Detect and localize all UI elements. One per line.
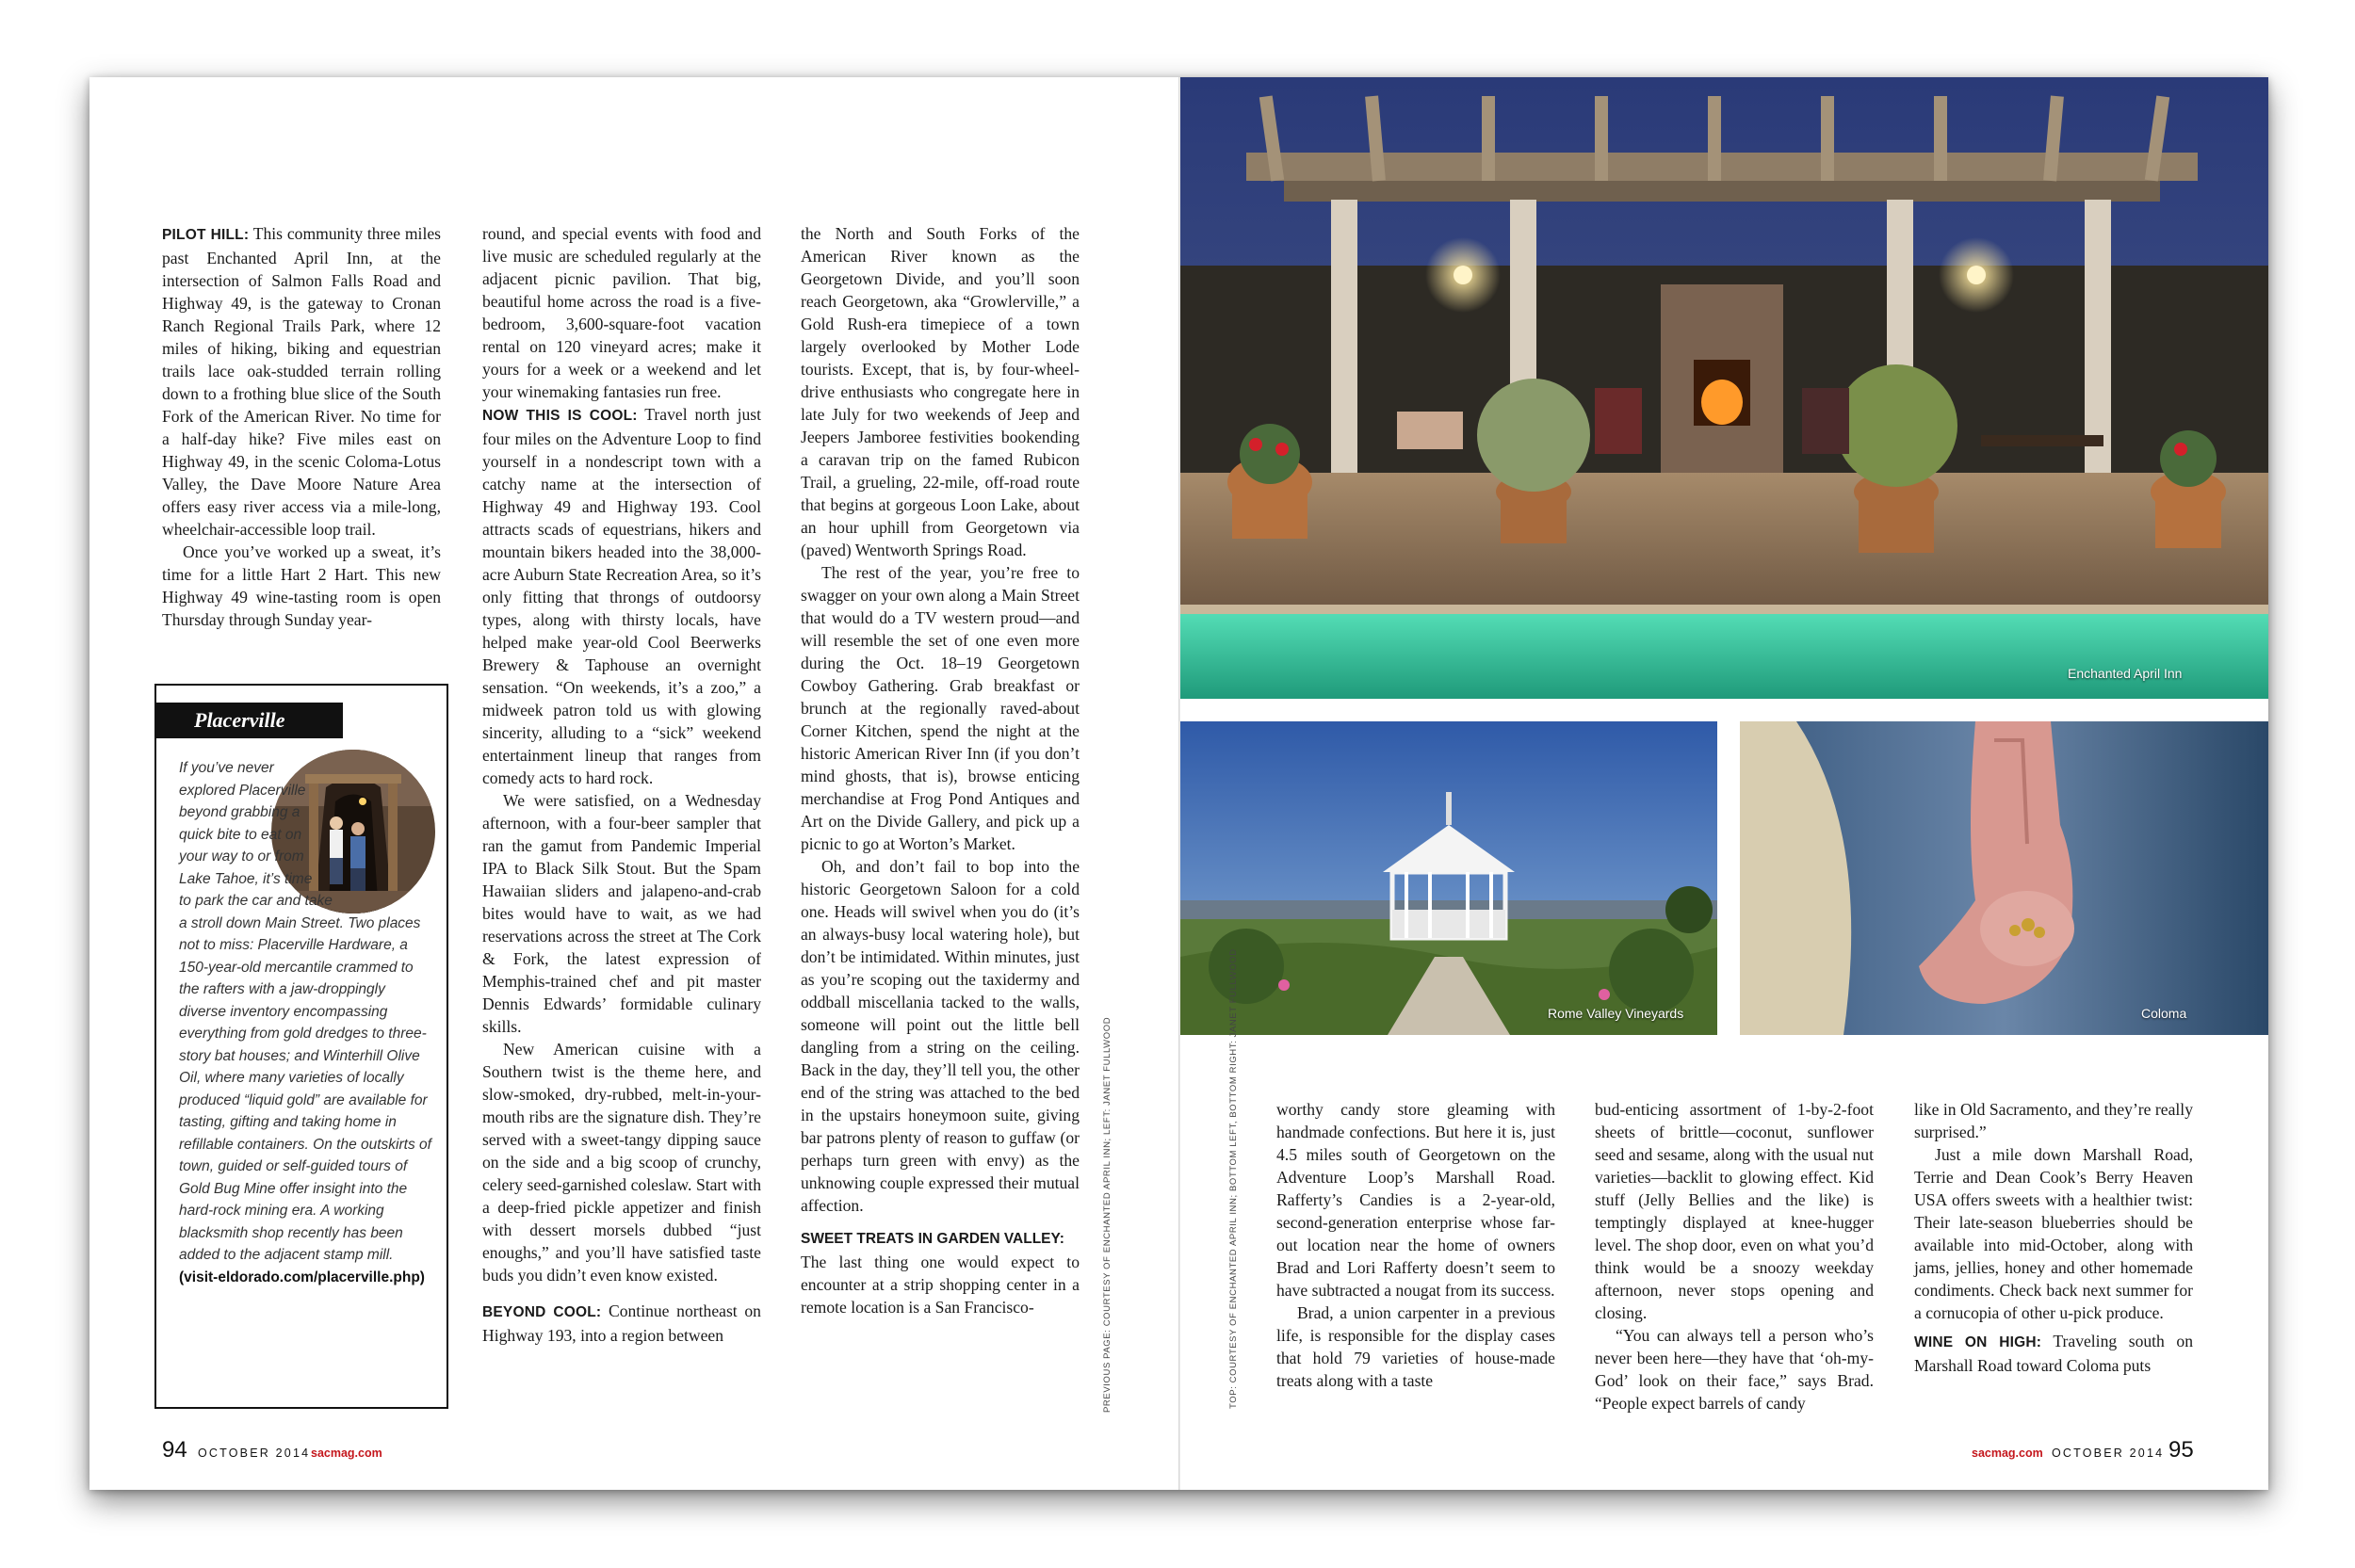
paragraph: round, and special events with food and live music are scheduled regularly at the adjacent picnic pavilion. That big, beautiful home across the road is a five-bedroom, 3,600-square-foot vacation rental on 120 vineyard acres; make it yours for a week or a weekend and let your winemaking fantasies run free.: [482, 224, 761, 401]
paragraph-text: Traveling south on Marshall Road toward Coloma puts: [1914, 1332, 2193, 1375]
site-url[interactable]: sacmag.com: [311, 1447, 382, 1460]
paragraph: like in Old Sacramento, and they’re really surprised.”: [1914, 1100, 2193, 1141]
runin-heading: WINE ON HIGH:: [1914, 1334, 2042, 1350]
paragraph: “You can always tell a person who’s never been here—they have that ‘oh-my-God’ look on their face,” says Brad. “People expect barrels of candy: [1595, 1326, 1874, 1413]
paragraph: The last thing one would expect to encounter at a strip shopping center in a remote location is a San Francisco-: [801, 1253, 1080, 1317]
site-url[interactable]: sacmag.com: [1972, 1447, 2043, 1460]
paragraph: Just a mile down Marshall Road, Terrie and Dean Cook’s Berry Heaven USA offers sweets with a healthier twist: Their late-season blueberries should be available into mid-October, along with jams, jellies, honey and other homemade condiments. Check back next summer for a cornucopia of other u-pick produce.: [1914, 1145, 2193, 1322]
placerville-sidebar: [154, 684, 448, 1409]
paragraph-text: This community three miles past Enchanted April Inn, at the intersection of Salmon Falls Road and Highway 49, is the gateway to Cronan Ranch Regional Trails Park, where 12 miles of hiking, biking and equestrian trails lace oak-studded terrain rolling down to a frothing blue slice of the South Fork of the American River. No time for a half-day hike? Five miles east on Highway 49, in the scenic Coloma-Lotus Valley, the Dave Moore Nature Area offers easy river access via a mile-long, wheelchair-accessible loop trail.: [162, 224, 441, 539]
sidebar-body: [179, 757, 435, 1288]
issue-date: OCTOBER 2014: [2052, 1447, 2165, 1460]
paragraph: The rest of the year, you’re free to swagger on your own along a Main Street that would do a TV western proud—and will resemble the set of one even more during the Oct. 18–19 Georgetown Cowboy Gathering. Grab breakfast or brunch at the regionally raved-about Corner Kitchen, spend the night at the historic American River Inn (if you don’t mind ghosts, that is), browse enticing merchandise at Frog Pond Antiques and Art on the Divide Gallery, and pick up a picnic to go at Worton’s Market.: [801, 563, 1080, 853]
photo-caption: Enchanted April Inn: [2068, 666, 2183, 681]
paragraph: [482, 403, 761, 789]
photo-credit: PREVIOUS PAGE: COURTESY OF ENCHANTED APRIL INN; LEFT: JANET FULLWOOD: [1102, 1016, 1113, 1413]
right-column-1: [1276, 1098, 1555, 1392]
left-column-2: [482, 222, 761, 1347]
paragraph: Once you’ve worked up a sweat, it’s time for a little Hart 2 Hart. This new Highway 49 wine-tasting room is open Thursday through Sunday year-: [162, 542, 441, 629]
issue-date: OCTOBER 2014: [198, 1447, 311, 1460]
paragraph: bud-enticing assortment of 1-by-2-foot sheets of brittle—coconut, sunflower seed and sesame, along with the usual nut varieties—backlit to glowing effect. Kid stuff (Jelly Bellies and the like) is temptingly displayed at knee-hugger level. The shop door, even on what you’d think would be a snoozy weekday afternoon, never stops opening and closing.: [1595, 1100, 1874, 1322]
runin-heading: BEYOND COOL:: [482, 1304, 602, 1320]
sidebar-title: Placerville: [156, 703, 343, 738]
runin-heading: PILOT HILL:: [162, 227, 250, 243]
paragraph: [162, 222, 441, 541]
right-column-3: [1914, 1098, 2193, 1377]
rome-valley-vineyards-photo: [1180, 721, 1717, 1035]
photo-credit: TOP: COURTESY OF ENCHANTED APRIL INN; BOTTOM LEFT, BOTTOM RIGHT: JANET FULLWOOD: [1228, 948, 1239, 1409]
sidebar-text: If you’ve never explored Placerville beyond grabbing a quick bite to eat on your way to or from Lake Tahoe, it’s time to park the car and take a stroll down Main Street. Two places not to miss: Placerville Hardware, a 150-year-old mercantile crammed to the rafters with a jaw-droppingly diverse inventory encompassing everything from gold dredges to three-story bat houses; and Winterhill Olive Oil, where many varieties of locally produced “liquid gold” are available for tasting, gifting and taking home in refillable containers. On the outskirts of town, guided or self-guided tours of Gold Bug Mine offer insight into the hard-rock mining era. A working blacksmith shop recently has been added to the adjacent stamp mill.: [179, 760, 431, 1263]
page-number: 94: [162, 1437, 187, 1463]
paragraph: the North and South Forks of the American River known as the Georgetown Divide, and you’ll soon reach Georgetown, aka “Growlerville,” a Gold Rush-era timepiece of a town largely overlooked by Mother Lode tourists. Except, that is, by four-wheel-drive enthusiasts who congregate here in late July for two weekends of Jeep and Jeepers Jamboree festivities bookending a caravan trip on the famed Rubicon Trail, a grueling, 22-mile, off-road route that begins at gorgeous Loon Lake, about an hour uphill from Georgetown via (paved) Wentworth Springs Road.: [801, 224, 1080, 559]
page-number: 95: [2168, 1437, 2194, 1463]
section-heading: SWEET TREATS IN GARDEN VALLEY:: [801, 1231, 1064, 1247]
paragraph-text: Continue northeast on Highway 193, into a region between: [482, 1301, 761, 1345]
paragraph: [482, 1300, 761, 1347]
coloma-gold-photo: [1740, 721, 2268, 1035]
left-column-1: [162, 222, 441, 631]
paragraph: Brad, a union carpenter in a previous life, is responsible for the display cases that hold 79 varieties of house-made treats along with a taste: [1276, 1303, 1555, 1390]
left-column-3: [801, 222, 1080, 1318]
sidebar-link[interactable]: (visit-eldorado.com/placerville.php): [179, 1269, 425, 1285]
right-column-2: [1595, 1098, 1874, 1414]
paragraph: worthy candy store gleaming with handmade confections. But here it is, just 4.5 miles south of Georgetown on the Adventure Loop’s Marshall Road. Rafferty’s Candies is a 2-year-old, second-generation enterprise whose far-out location near the home of owners Brad and Lori Rafferty doesn’t seem to have subtracted a nougat from its success.: [1276, 1100, 1555, 1300]
photo-caption: Rome Valley Vineyards: [1548, 1006, 1684, 1021]
paragraph: We were satisfied, on a Wednesday afternoon, with a four-beer sampler that ran the gamut from Pandemic Imperial IPA to Black Silk Stout. But the Spam Hawaiian sliders and jalapeno-and-crab bites would have to wait, as we had reservations across the street at The Cork & Fork, the latest expression of Memphis-trained chef and pit master Dennis Edwards’ formidable culinary skills.: [482, 791, 761, 1036]
paragraph-text: Travel north just four miles on the Adventure Loop to find yourself in a nondescript town with a catchy name at the intersection of Highway 49 and Highway 193. Cool attracts scads of equestrians, hikers and mountain bikers headed into the 38,000-acre Auburn State Recreation Area, so it’s only fitting that throngs of outdoorsy types, along with thirsty locals, have helped make year-old Cool Beerwerks Brewery & Taphouse an overnight sensation. “On weekends, it’s a zoo,” a midweek patron told us with glowing sincerity, alluding to a “sick” weekend entertainment lineup that ranges from comedy acts to hard rock.: [482, 405, 761, 787]
runin-heading: NOW THIS IS COOL:: [482, 408, 638, 424]
paragraph: Oh, and don’t fail to bop into the historic Georgetown Saloon for a cold one. Heads will swivel when you do (it’s an always-busy local watering hole), but don’t be intimidated. Within minutes, just as you’re scoping out the taxidermy and oddball miscellania tacked to the walls, someone will point out the little bell dangling from a string on the ceiling. Back in the day, they’ll tell you, the other end of the string was attached to the bed in the upstairs honeymoon suite, giving bar patrons plenty of reason to guffaw (or perhaps turn green with envy) as the unknowing couple expressed their mutual affection.: [801, 857, 1080, 1215]
paragraph: New American cuisine with a Southern twist is the theme here, and slow-smoked, dry-rubbed, melt-in-your-mouth ribs are the signature dish. They’re served with a sweet-tangy dipping sauce on the side and a big scoop of crunchy, celery seed-garnished coleslaw. Start with a deep-fried pickle appetizer and finish with dessert morsels dubbed “just enoughs,” and you’ll have satisfied taste buds you didn’t even know existed.: [482, 1040, 761, 1285]
photo-caption: Coloma: [2141, 1006, 2187, 1021]
enchanted-april-inn-photo: [1180, 77, 2268, 699]
paragraph: [1914, 1330, 2193, 1377]
